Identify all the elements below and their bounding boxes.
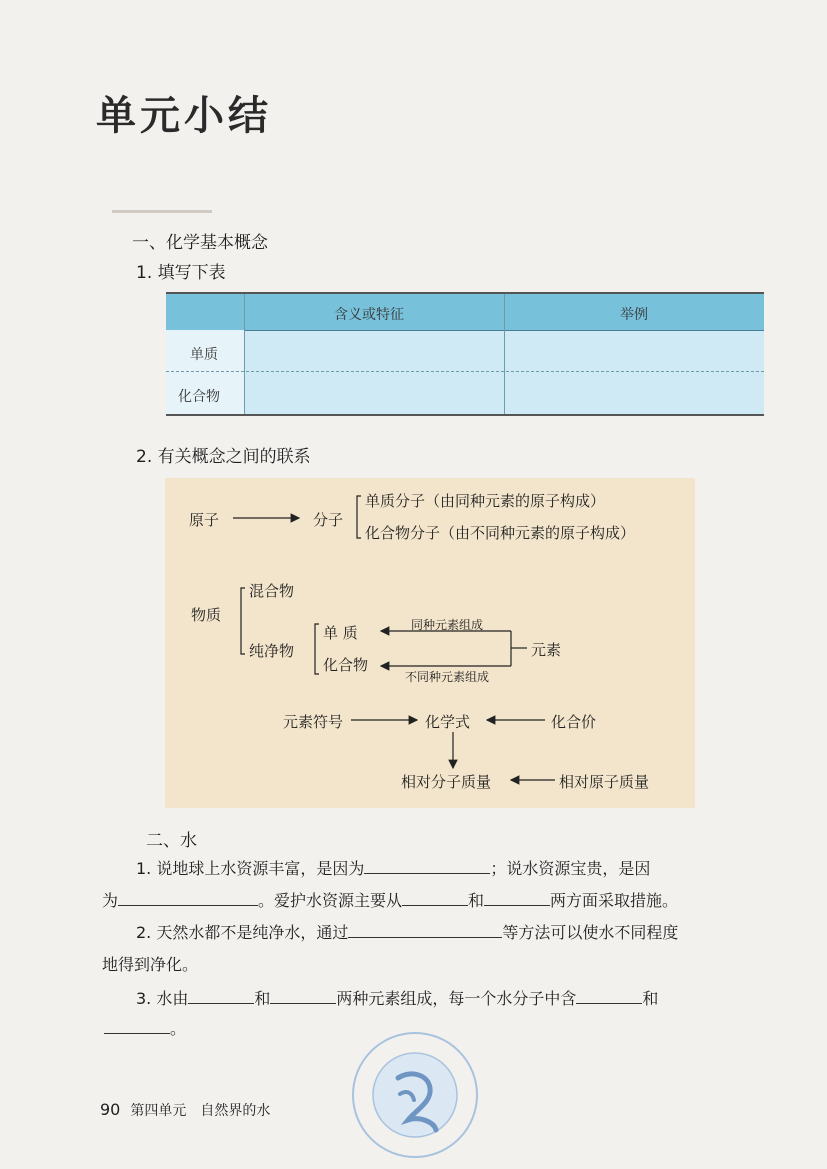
label-same-elements: 同种元素组成 xyxy=(411,618,484,632)
node-pure: 纯净物 xyxy=(249,642,295,660)
label-diff-elements: 不同种元素组成 xyxy=(405,670,490,684)
text: 和 xyxy=(468,891,485,910)
answer-blank[interactable] xyxy=(104,1032,170,1034)
node-compound: 化合物 xyxy=(323,656,369,674)
page-footer xyxy=(100,1100,270,1120)
page-title: 单元小结 xyxy=(96,93,272,139)
section1-heading: 一、化学基本概念 xyxy=(132,233,268,253)
text: 两种元素组成，每一个水分子中含 xyxy=(336,989,577,1008)
answer-blank[interactable] xyxy=(484,904,550,906)
table-divider xyxy=(244,294,245,414)
q2-label: 2. 有关概念之间的联系 xyxy=(136,447,311,467)
answer-blank[interactable] xyxy=(118,904,258,906)
table-col-header: 含义或特征 xyxy=(334,307,404,323)
answer-blank[interactable] xyxy=(188,1002,254,1004)
q2-2-line2: 地得到净化。 xyxy=(102,955,199,974)
text: 等方法可以使水不同程度 xyxy=(502,923,679,942)
answer-blank[interactable] xyxy=(364,872,490,874)
unit-name: 第四单元 自然界的水 xyxy=(130,1103,271,1119)
answer-blank[interactable] xyxy=(348,936,502,938)
node-symbol: 元素符号 xyxy=(283,713,344,731)
text: 3. 水由 xyxy=(136,989,189,1008)
text: 为 xyxy=(102,891,119,910)
answer-blank[interactable] xyxy=(270,1002,336,1004)
node-rel-atom-mass: 相对原子质量 xyxy=(559,773,650,791)
text: 1. 说地球上水资源丰富，是因为 xyxy=(136,859,365,878)
node-rel-mol-mass: 相对分子质量 xyxy=(401,773,492,791)
concept-table xyxy=(166,292,764,416)
node-valence: 化合价 xyxy=(551,713,597,731)
node-element: 元素 xyxy=(531,641,562,659)
section2-heading: 二、水 xyxy=(146,831,197,851)
text: 2. 天然水都不是纯净水，通过 xyxy=(136,923,349,942)
node-elemental: 单 质 xyxy=(323,624,358,642)
node-compound-molecule: 化合物分子（由不同种元素的原子构成） xyxy=(365,524,636,542)
table-header xyxy=(166,294,764,331)
q2-1-line1 xyxy=(136,856,650,879)
answer-blank[interactable] xyxy=(402,904,468,906)
q2-2-line1 xyxy=(136,920,678,943)
q2-3-line2 xyxy=(104,1016,186,1039)
node-atom: 原子 xyxy=(189,511,220,529)
node-molecule: 分子 xyxy=(313,511,344,529)
q2-3-line1 xyxy=(136,986,658,1009)
table-row-label: 化合物 xyxy=(178,389,220,405)
text: ；说水资源宝贵，是因 xyxy=(490,859,651,878)
table-row-divider xyxy=(166,371,764,372)
concept-map xyxy=(165,478,695,808)
text: 和 xyxy=(254,989,271,1008)
text: 。爱护水资源主要从 xyxy=(258,891,403,910)
table-divider xyxy=(504,294,505,414)
table-row-label: 单质 xyxy=(190,347,218,363)
q1-label: 1. 填写下表 xyxy=(136,263,226,283)
text: 两方面采取措施。 xyxy=(550,891,679,910)
text: 和 xyxy=(642,989,659,1008)
watermark-stamp xyxy=(350,1030,480,1160)
answer-blank[interactable] xyxy=(576,1002,642,1004)
table-col-header: 举例 xyxy=(620,307,648,323)
q2-1-line2 xyxy=(102,888,678,911)
text: 。 xyxy=(170,1019,187,1038)
node-mixture: 混合物 xyxy=(249,582,295,600)
node-matter: 物质 xyxy=(191,606,222,624)
node-elemental-molecule: 单质分子（由同种元素的原子构成） xyxy=(365,492,606,510)
page-number: 90 xyxy=(100,1100,121,1119)
node-formula: 化学式 xyxy=(425,713,471,731)
divider xyxy=(112,210,212,213)
